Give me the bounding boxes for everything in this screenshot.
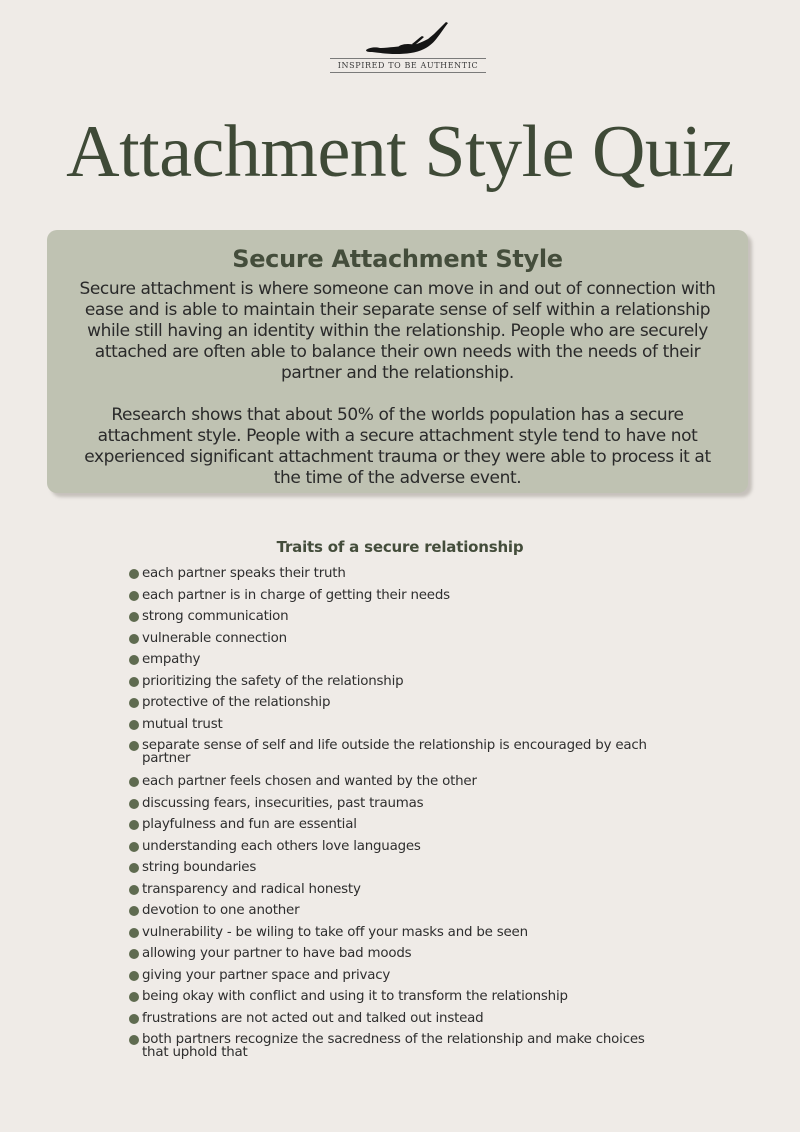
bullet-dot-icon: [129, 698, 139, 708]
bullet-dot-icon: [129, 799, 139, 809]
list-item: [129, 628, 649, 650]
list-item: [129, 1029, 649, 1065]
logo-tagline: INSPIRED TO BE AUTHENTIC: [337, 61, 479, 70]
trait-text: both partners recognize the sacredness of the relationship and make choices that uphold that: [142, 1032, 645, 1060]
bullet-dot-icon: [129, 612, 139, 622]
trait-text: devotion to one another: [142, 903, 300, 918]
list-item: [129, 714, 649, 736]
list-item: [129, 563, 649, 585]
bullet-dot-icon: [129, 634, 139, 644]
secure-attachment-card: [47, 230, 748, 493]
page-title: Attachment Style Quiz: [66, 111, 734, 193]
trait-text: mutual trust: [142, 716, 223, 732]
bullet-dot-icon: [129, 842, 139, 852]
bullet-dot-icon: [129, 1035, 139, 1045]
list-item: [129, 671, 649, 693]
card-title: Secure Attachment Style: [232, 245, 563, 273]
logo-rule-top: [330, 58, 486, 59]
bullet-dot-icon: [129, 591, 139, 601]
list-item: [129, 965, 649, 987]
bullet-dot-icon: [129, 777, 139, 787]
traits-list: [129, 563, 649, 1065]
trait-text: being okay with conflict and using it to transform the relationship: [142, 989, 568, 1004]
list-item: [129, 692, 649, 714]
list-item: [129, 585, 649, 607]
trait-text: each partner is in charge of getting their needs: [142, 587, 450, 603]
trait-text: each partner speaks their truth: [142, 566, 346, 581]
bullet-dot-icon: [129, 949, 139, 959]
trait-text: each partner feels chosen and wanted by the other: [142, 774, 477, 789]
trait-text: vulnerability - be wiling to take off your masks and be seen: [142, 924, 528, 940]
bullet-dot-icon: [129, 569, 139, 579]
card-research-note: Research shows that about 50% of the worlds population has a secure attachment style. People with a secure attachment style tend to have not experienced significant attachment trauma or they were able to process it at the time of the adverse event.: [84, 405, 711, 488]
bullet-dot-icon: [129, 885, 139, 895]
bullet-dot-icon: [129, 655, 139, 665]
list-item: [129, 735, 649, 771]
list-item: [129, 1008, 649, 1030]
traits-heading: Traits of a secure relationship: [276, 538, 524, 556]
list-item: [129, 836, 649, 858]
list-item: [129, 606, 649, 628]
bullet-dot-icon: [129, 928, 139, 938]
bullet-dot-icon: [129, 820, 139, 830]
trait-text: frustrations are not acted out and talked out instead: [142, 1010, 484, 1026]
bullet-dot-icon: [129, 863, 139, 873]
trait-text: allowing your partner to have bad moods: [142, 946, 412, 961]
trait-text: transparency and radical honesty: [142, 881, 361, 897]
bullet-dot-icon: [129, 906, 139, 916]
trait-text: protective of the relationship: [142, 695, 331, 710]
trait-text: vulnerable connection: [142, 630, 287, 646]
list-item: [129, 879, 649, 901]
brand-logo: [330, 20, 486, 74]
list-item: [129, 814, 649, 836]
bullet-dot-icon: [129, 992, 139, 1002]
trait-text: string boundaries: [142, 860, 257, 875]
trait-text: playfulness and fun are essential: [142, 817, 357, 832]
list-item: [129, 900, 649, 922]
list-item: [129, 857, 649, 879]
bullet-dot-icon: [129, 1014, 139, 1024]
logo-rule-bottom: [330, 72, 486, 73]
list-item: [129, 922, 649, 944]
list-item: [129, 943, 649, 965]
list-item: [129, 986, 649, 1008]
bullet-dot-icon: [129, 720, 139, 730]
trait-text: giving your partner space and privacy: [142, 967, 391, 983]
trait-text: prioritizing the safety of the relationship: [142, 673, 404, 689]
bullet-dot-icon: [129, 971, 139, 981]
card-description: Secure attachment is where someone can move in and out of connection with ease and is able to maintain their separate sense of self within a relationship while still having an identity within the relationship. People who are securely attached are often able to balance their own needs with the needs of their partner and the relationship.: [79, 279, 716, 383]
trait-text: empathy: [142, 652, 201, 667]
list-item: [129, 649, 649, 671]
bullet-dot-icon: [129, 677, 139, 687]
trait-text: separate sense of self and life outside the relationship is encouraged by each partner: [142, 738, 647, 766]
trait-text: understanding each others love languages: [142, 838, 421, 854]
list-item: [129, 771, 649, 793]
diving-figure-icon: [364, 20, 454, 60]
list-item: [129, 793, 649, 815]
trait-text: strong communication: [142, 609, 289, 624]
bullet-dot-icon: [129, 741, 139, 751]
trait-text: discussing fears, insecurities, past traumas: [142, 795, 424, 811]
